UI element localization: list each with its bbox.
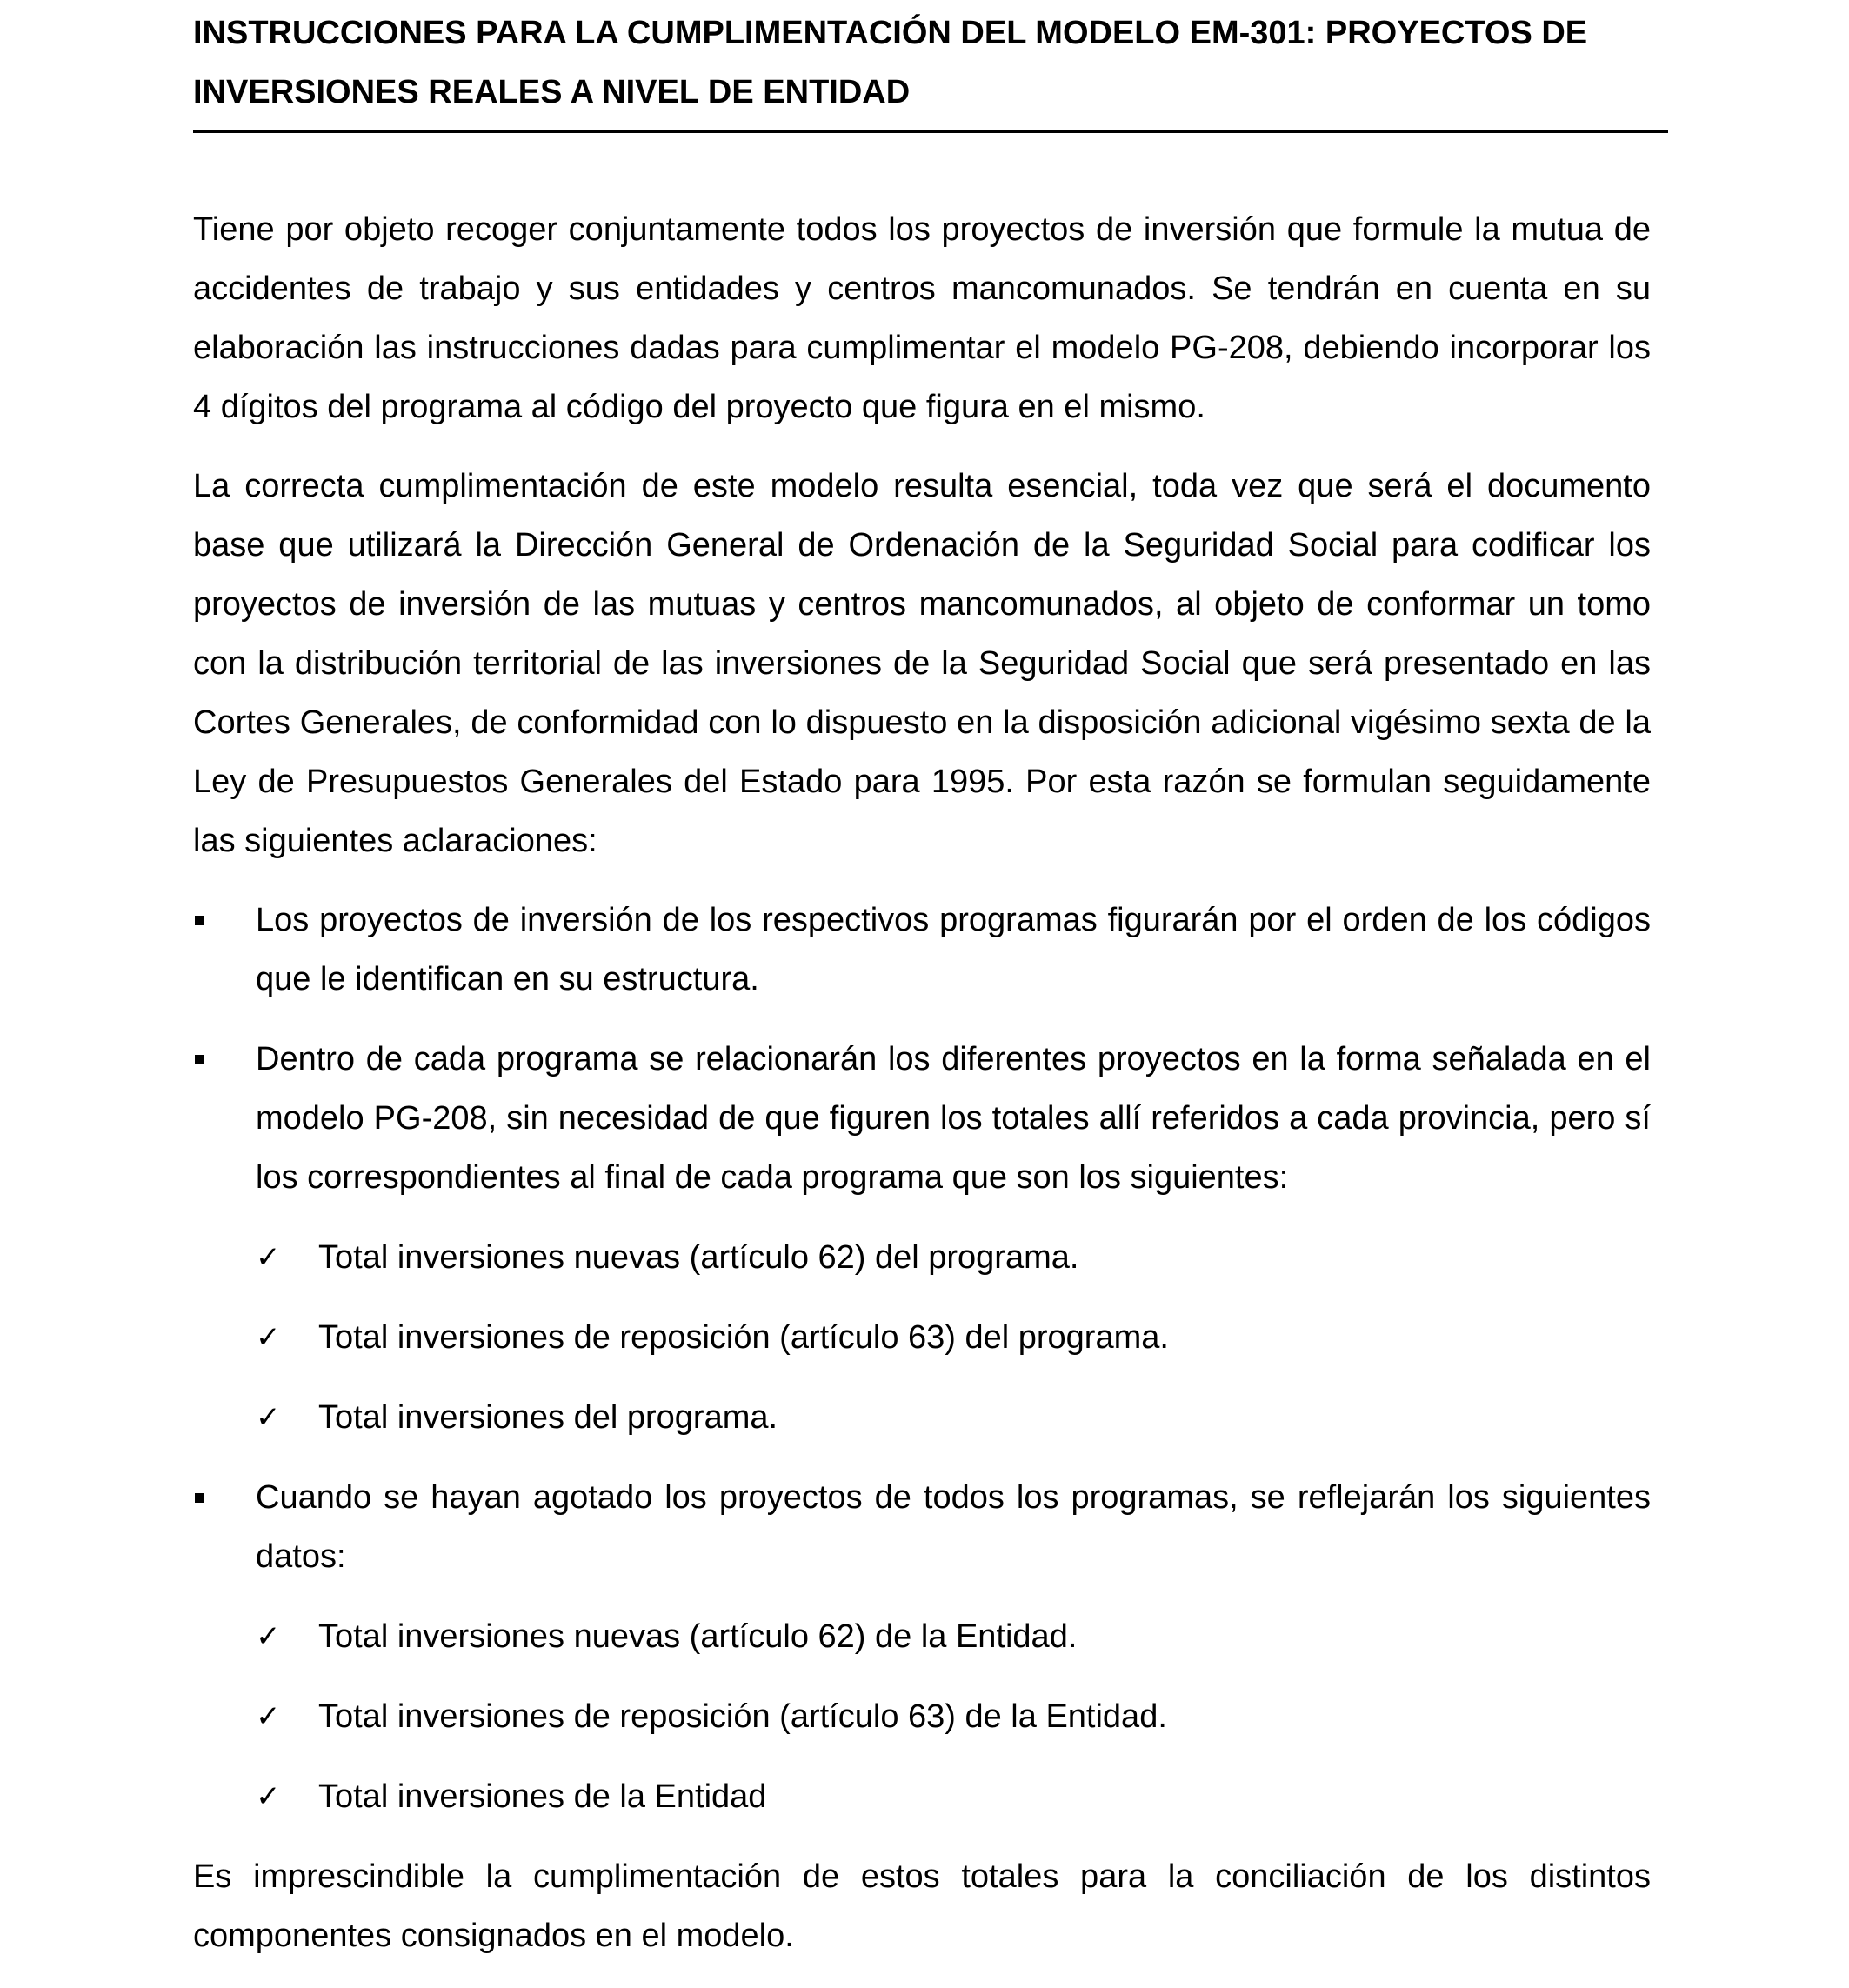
context-paragraph: La correcta cumplimentación de este modelo resulta esencial, toda vez que será el documento base que utilizará la Dirección General de Ordenación de la Seguridad Social para codificar los proyectos de inversión de las mutuas y centros mancomunados, al objeto de conformar un tomo con la distribución territorial de las inversiones de la Seguridad Social que será presentado en las Cortes Generales, de conformidad con lo dispuesto en la disposición adicional vigésimo sexta de la Ley de Presupuestos Generales del Estado para 1995. Por esta razón se formulan seguidamente las siguientes aclaraciones: xyxy=(193,468,1651,859)
checkmark-icon: ✓ xyxy=(256,1619,281,1654)
bullet-item-program-projects xyxy=(193,1030,1651,1207)
bullet-text: Los proyectos de inversión de los respectivos programas figurarán por el orden de los códigos que le identifican en su estructura. xyxy=(256,902,1651,997)
bullet-text: Dentro de cada programa se relacionarán los diferentes proyectos en la forma señalada en el modelo PG-208, sin necesidad de que figuren los totales allí referidos a cada provincia, pero sí los correspondientes al final de cada programa que son los siguientes: xyxy=(256,1041,1651,1196)
closing-paragraph: Es imprescindible la cumplimentación de estos totales para la conciliación de los distintos componentes consignados en el modelo. xyxy=(193,1858,1651,1954)
square-bullet-icon xyxy=(195,1055,204,1064)
checkmark-icon: ✓ xyxy=(256,1240,281,1275)
document-title: INSTRUCCIONES PARA LA CUMPLIMENTACIÓN DEL MODELO EM-301: PROYECTOS DE INVERSIONES REALES A NIVEL DE ENTIDAD xyxy=(193,15,1588,110)
check-item-text: Total inversiones de reposición (artículo 63) de la Entidad. xyxy=(318,1698,1167,1735)
checkmark-icon: ✓ xyxy=(256,1400,281,1435)
check-item-text: Total inversiones nuevas (artículo 62) de la Entidad. xyxy=(318,1618,1078,1655)
entity-total-all xyxy=(256,1767,1651,1826)
bullet-item-order xyxy=(193,891,1651,1009)
bullet-item-entity-data xyxy=(193,1468,1651,1586)
intro-paragraph: Tiene por objeto recoger conjuntamente todos los proyectos de inversión que formule la mutua de accidentes de trabajo y sus entidades y centros mancomunados. Se tendrán en cuenta en su elaboración las instrucciones dadas para cumplimentar el modelo PG-208, debiendo incorporar los 4 dígitos del programa al código del proyecto que figura en el mismo. xyxy=(193,211,1651,425)
check-item-text: Total inversiones de la Entidad xyxy=(318,1778,767,1815)
bullet-text: Cuando se hayan agotado los proyectos de todos los programas, se reflejarán los siguientes datos: xyxy=(256,1479,1651,1575)
check-item-text: Total inversiones del programa. xyxy=(318,1399,778,1436)
program-total-all xyxy=(256,1388,1651,1447)
entity-total-replacement xyxy=(256,1687,1651,1746)
checkmark-icon: ✓ xyxy=(256,1320,281,1355)
program-total-new xyxy=(256,1228,1651,1287)
check-item-text: Total inversiones de reposición (artículo 63) del programa. xyxy=(318,1319,1169,1356)
entity-total-new xyxy=(256,1607,1651,1666)
title-divider xyxy=(193,130,1668,133)
checkmark-icon: ✓ xyxy=(256,1779,281,1814)
program-total-replacement xyxy=(256,1308,1651,1367)
check-item-text: Total inversiones nuevas (artículo 62) del programa. xyxy=(318,1239,1079,1276)
checkmark-icon: ✓ xyxy=(256,1699,281,1734)
square-bullet-icon xyxy=(195,916,204,925)
square-bullet-icon xyxy=(195,1493,204,1503)
